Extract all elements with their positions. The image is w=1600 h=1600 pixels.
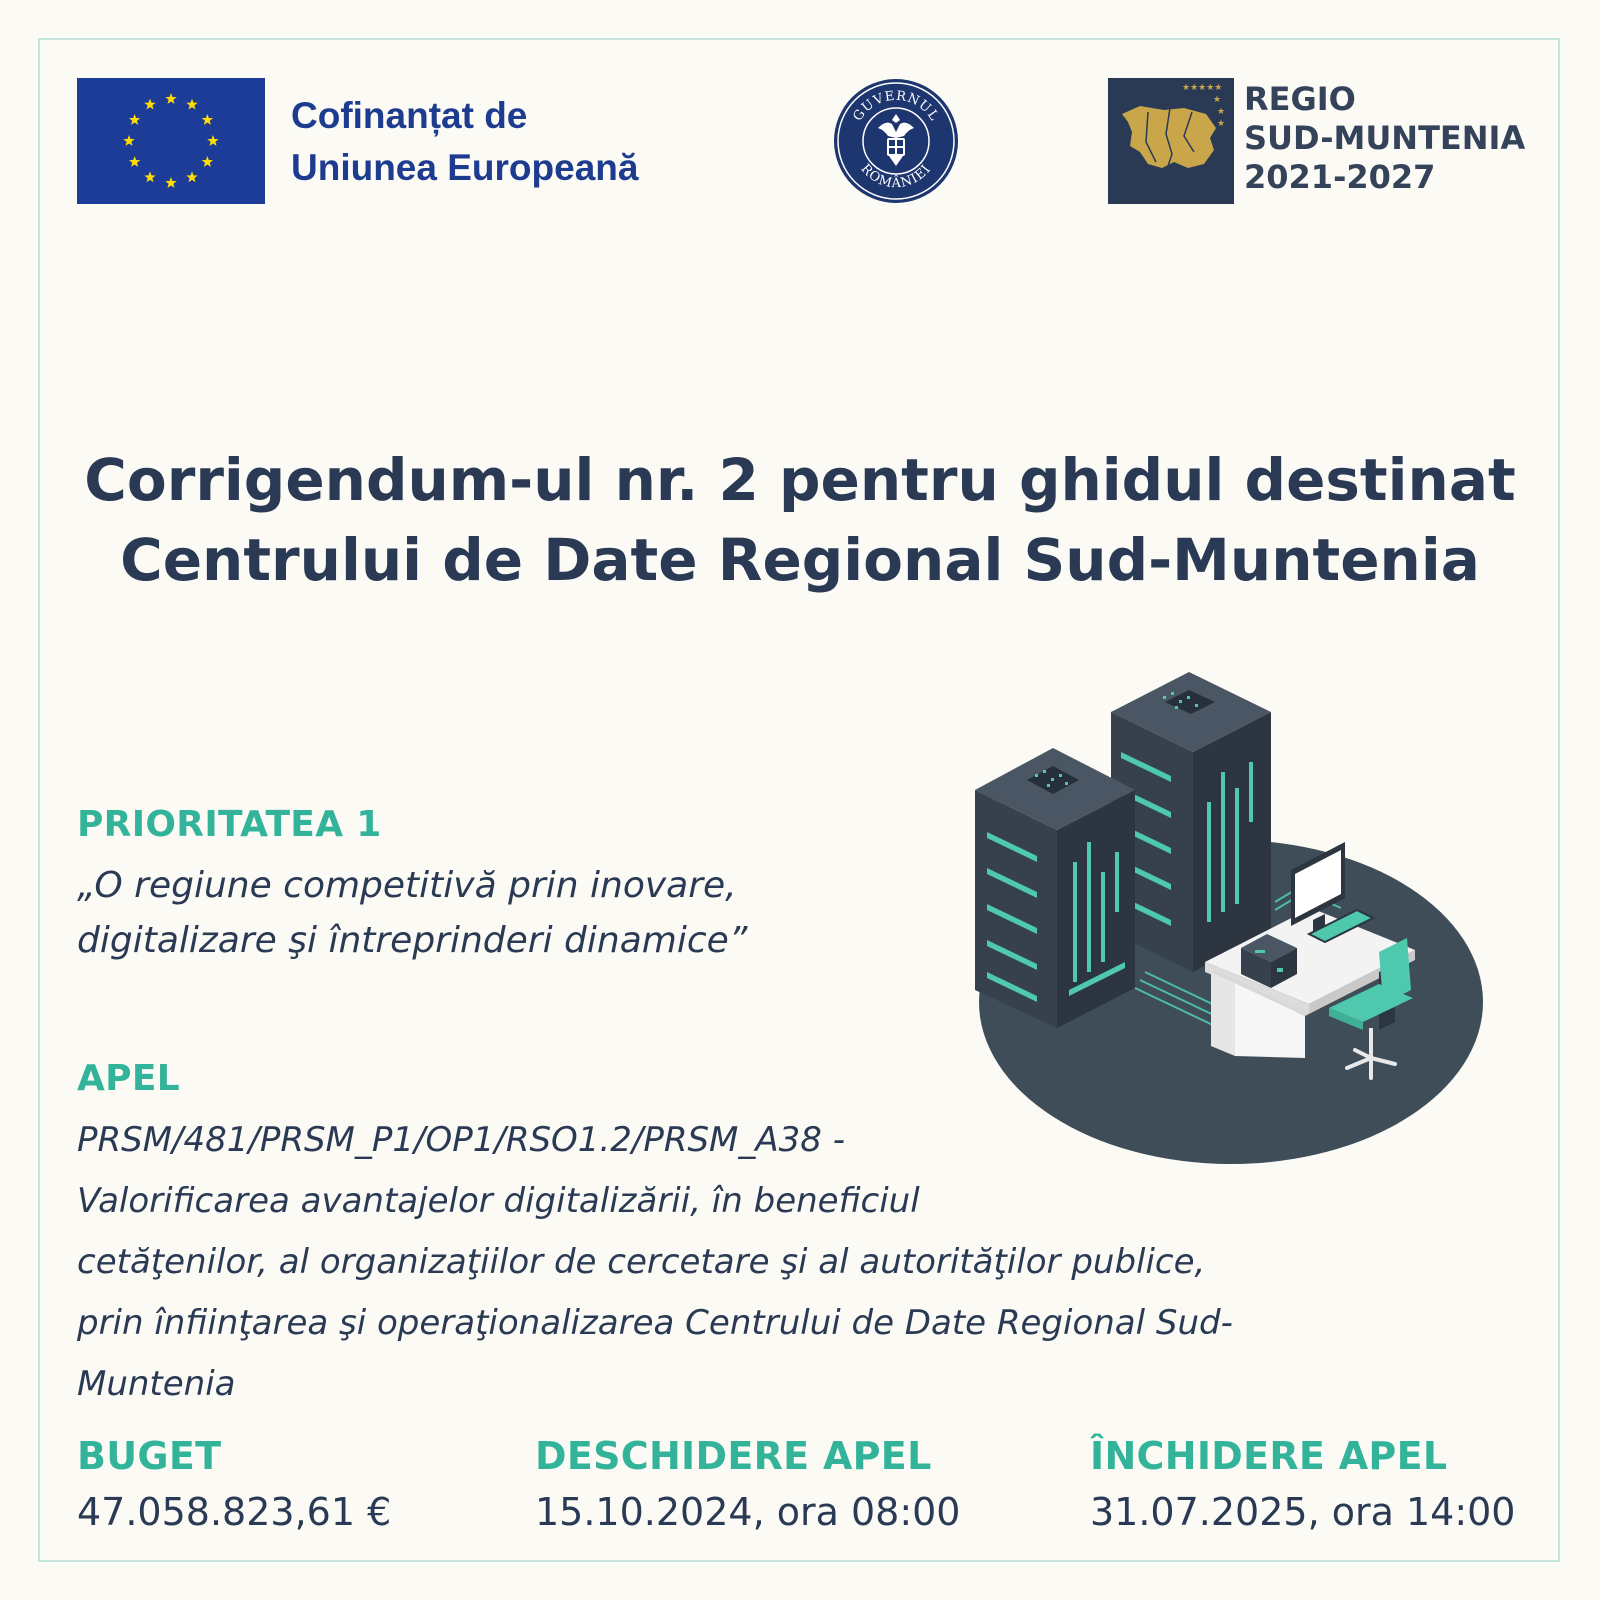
eu-flag-logo (77, 78, 265, 204)
regio-line2: SUD-MUNTENIA (1244, 119, 1526, 157)
regio-map-logo (1108, 78, 1234, 204)
server-tower-short (975, 748, 1135, 1028)
call-line3: cetăţenilor, al organizaţiilor de cercetare şi al autorităţilor publice, (77, 1242, 1206, 1282)
svg-text:★: ★ (1217, 119, 1226, 129)
svg-text:★: ★ (1217, 107, 1226, 117)
government-seal-logo (833, 78, 959, 204)
eu-text-line2: Uniunea Europeană (291, 147, 639, 188)
priority-line1: „O regiune competitivă prin inovare, (77, 865, 737, 906)
seal-top-text: GUVERNUL (850, 88, 942, 125)
eu-text-line1: Cofinanțat de (291, 95, 528, 136)
regio-line1: REGIO (1244, 80, 1356, 118)
budget-value: 47.058.823,61 € (77, 1490, 392, 1534)
regio-line3: 2021-2027 (1244, 158, 1436, 196)
budget-label: BUGET (77, 1434, 222, 1478)
seal-bottom-text: ROMÂNIEI (857, 161, 935, 192)
title-line1: Corrigendum-ul nr. 2 pentru ghidul destinat (84, 446, 1516, 514)
call-open-label: DESCHIDERE APEL (535, 1434, 932, 1478)
svg-text:★★★★★: ★★★★★ (1182, 83, 1223, 93)
call-description (77, 1110, 1233, 1415)
priority-label: PRIORITATEA 1 (77, 804, 382, 845)
data-center-illustration (975, 672, 1495, 1164)
svg-text:★: ★ (1213, 95, 1222, 105)
call-open-value: 15.10.2024, ora 08:00 (535, 1490, 961, 1534)
eu-cofinancing-text (291, 90, 638, 194)
call-close-value: 31.07.2025, ora 14:00 (1090, 1490, 1516, 1534)
priority-description (77, 858, 747, 968)
title-line2: Centrului de Date Regional Sud-Muntenia (120, 526, 1480, 594)
call-line5: Muntenia (77, 1364, 236, 1404)
page-title (40, 440, 1560, 600)
regio-program-text (1244, 80, 1525, 197)
call-line4: prin înfiinţarea şi operaţionalizarea Centrului de Date Regional Sud- (77, 1303, 1233, 1343)
call-line1: PRSM/481/PRSM_P1/OP1/RSO1.2/PRSM_A38 - (77, 1120, 845, 1160)
call-label: APEL (77, 1058, 180, 1099)
call-close-label: ÎNCHIDERE APEL (1090, 1434, 1448, 1478)
call-line2: Valorificarea avantajelor digitalizării, în beneficiul (77, 1181, 920, 1221)
priority-line2: digitalizare şi întreprinderi dinamice” (77, 920, 748, 961)
